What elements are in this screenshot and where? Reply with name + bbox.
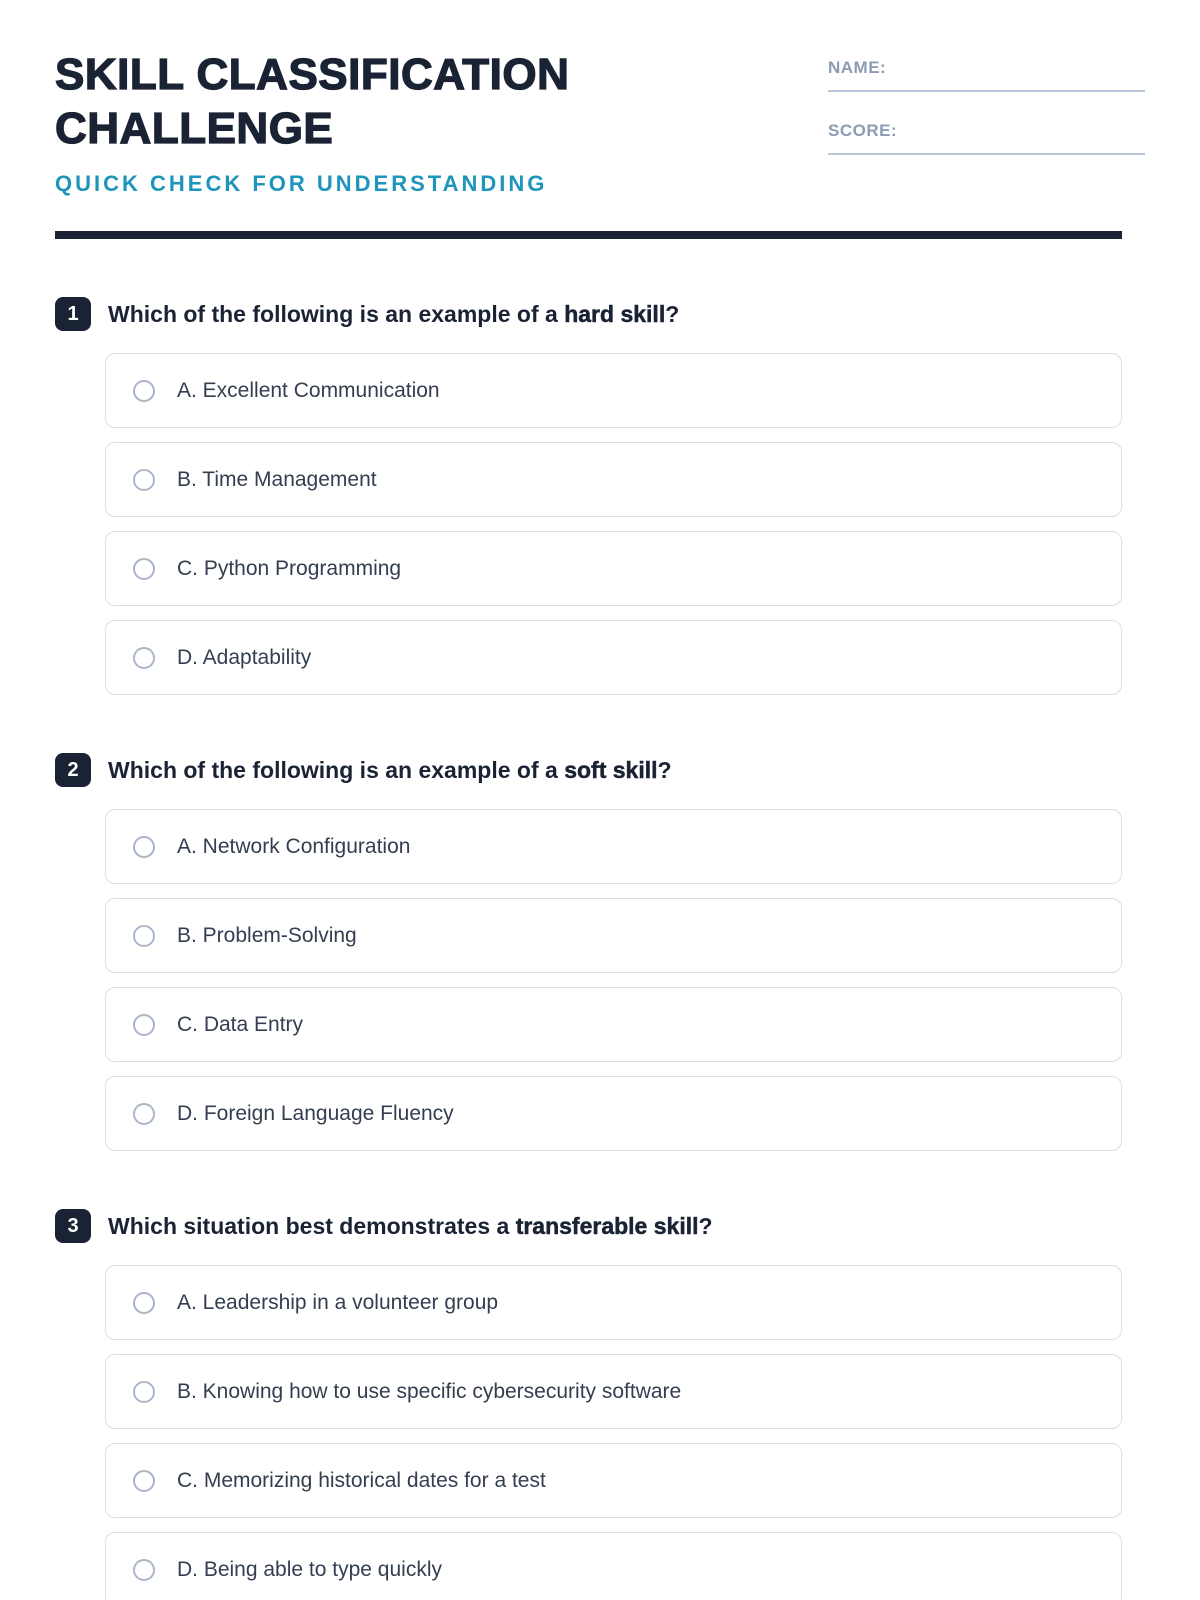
option-card[interactable] <box>105 353 1122 428</box>
radio-icon[interactable] <box>133 1559 155 1581</box>
option-card[interactable] <box>105 809 1122 884</box>
option-card[interactable] <box>105 987 1122 1062</box>
score-field <box>828 121 1145 155</box>
option-label: D. Foreign Language Fluency <box>177 1101 454 1125</box>
option-card[interactable] <box>105 898 1122 973</box>
score-input-line <box>828 153 1145 155</box>
option-card[interactable] <box>105 1532 1122 1600</box>
question-prompt: Which of the following is an example of a <box>108 300 565 327</box>
question-keyword: hard skill <box>564 300 666 327</box>
title-block <box>55 48 828 197</box>
option-card[interactable] <box>105 442 1122 517</box>
question-1-header <box>55 297 1122 331</box>
question-1-options <box>105 353 1122 695</box>
radio-icon[interactable] <box>133 925 155 947</box>
option-label: B. Problem-Solving <box>177 923 357 947</box>
radio-icon[interactable] <box>133 836 155 858</box>
option-card[interactable] <box>105 531 1122 606</box>
question-number-badge: 1 <box>55 297 91 331</box>
header-divider <box>55 231 1122 239</box>
question-keyword: soft skill <box>564 756 658 783</box>
question-suffix: ? <box>657 756 672 783</box>
radio-icon[interactable] <box>133 558 155 580</box>
radio-icon[interactable] <box>133 1014 155 1036</box>
page-title: SKILL CLASSIFICATION CHALLENGE <box>55 50 570 153</box>
radio-icon[interactable] <box>133 380 155 402</box>
question-3-header <box>55 1209 1122 1243</box>
question-2-options <box>105 809 1122 1151</box>
question-prompt: Which of the following is an example of a <box>108 756 565 783</box>
option-label: C. Python Programming <box>177 556 402 580</box>
option-card[interactable] <box>105 620 1122 695</box>
option-label: D. Being able to type quickly <box>177 1557 442 1581</box>
question-2-header <box>55 753 1122 787</box>
option-card[interactable] <box>105 1265 1122 1340</box>
question-3-options <box>105 1265 1122 1600</box>
option-label: C. Data Entry <box>177 1012 304 1036</box>
question-number-badge: 3 <box>55 1209 91 1243</box>
page-subtitle: QUICK CHECK FOR UNDERSTANDING <box>55 171 548 197</box>
question-text <box>108 1213 713 1240</box>
question-3 <box>55 1209 1122 1600</box>
question-number-badge: 2 <box>55 753 91 787</box>
name-label: NAME: <box>828 58 887 77</box>
question-suffix: ? <box>698 1212 713 1239</box>
radio-icon[interactable] <box>133 1103 155 1125</box>
option-card[interactable] <box>105 1354 1122 1429</box>
option-label: A. Leadership in a volunteer group <box>177 1290 499 1314</box>
question-keyword: transferable skill <box>515 1212 699 1239</box>
radio-icon[interactable] <box>133 647 155 669</box>
worksheet-header <box>55 48 1122 197</box>
radio-icon[interactable] <box>133 1292 155 1314</box>
name-input-line <box>828 90 1145 92</box>
name-field <box>828 58 1145 92</box>
score-label: SCORE: <box>828 121 898 140</box>
question-text <box>108 301 679 328</box>
option-card[interactable] <box>105 1443 1122 1518</box>
option-label: B. Knowing how to use specific cybersecurity software <box>177 1379 682 1403</box>
question-prompt: Which situation best demonstrates a <box>108 1212 516 1239</box>
question-suffix: ? <box>665 300 680 327</box>
option-label: C. Memorizing historical dates for a test <box>177 1468 546 1492</box>
radio-icon[interactable] <box>133 469 155 491</box>
radio-icon[interactable] <box>133 1381 155 1403</box>
question-text <box>108 757 672 784</box>
option-card[interactable] <box>105 1076 1122 1151</box>
question-1 <box>55 297 1122 695</box>
option-label: A. Network Configuration <box>177 834 411 858</box>
option-label: B. Time Management <box>177 467 377 491</box>
question-2 <box>55 753 1122 1151</box>
radio-icon[interactable] <box>133 1470 155 1492</box>
option-label: D. Adaptability <box>177 645 312 669</box>
name-score-fields <box>828 58 1145 155</box>
option-label: A. Excellent Communication <box>177 378 440 402</box>
